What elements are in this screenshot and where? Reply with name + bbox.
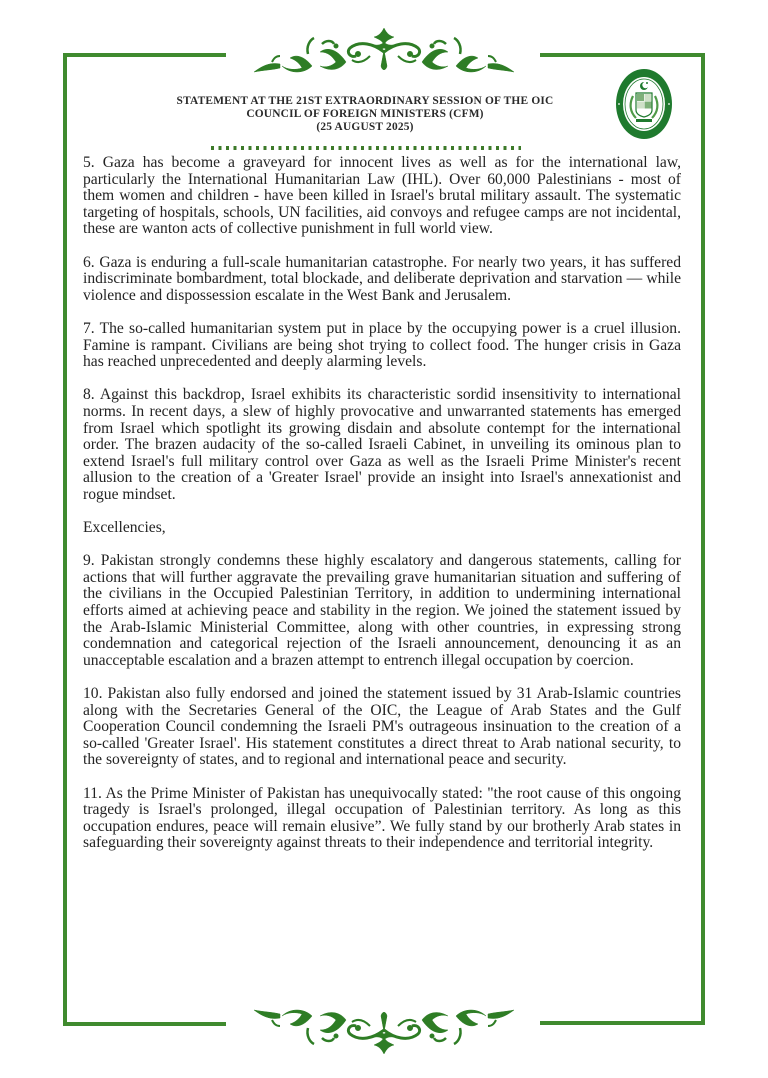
paragraph-9: 9. Pakistan strongly condemns these highly escalatory and dangerous statements, calling for actions that will further aggravate the prevailing grave humanitarian situation and suffering of the civilians in the Occupied Palestinian Territory, in addition to undermining international efforts aimed at achieving peace and stability in the region. We joined the statement issued by the Arab-Islamic Ministerial Committee, along with other countries, in expressing strong condemnation and categorical rejection of the Israeli announcement, denouncing it as an unacceptable escalation and a brazen attempt to entrench illegal occupation by coercion. <box>83 552 681 669</box>
salutation-excellencies: Excellencies, <box>83 519 166 537</box>
paragraph-6: 6. Gaza is enduring a full-scale humanitarian catastrophe. For nearly two years, it has suffered indiscriminate bombardment, total blockade, and deliberate deprivation and starvation — while violence and dispossession escalate in the West Bank and Jerusalem. <box>83 253 681 304</box>
statement-title <box>110 95 620 134</box>
frame-top-right-segment <box>540 53 705 57</box>
title-line-1: STATEMENT AT THE 21ST EXTRAORDINARY SESSION OF THE OIC <box>176 95 554 107</box>
paragraph-5: 5. Gaza has become a graveyard for innocent lives as well as for the international law, particularly the International Humanitarian Law (IHL). Over 60,000 Palestinians - most of them women and children - have been killed in Israel's brutal military assault. The systematic targeting of hospitals, schools, UN facilities, aid convoys and refugee camps are not incidental, these are wanton acts of collective punishment in full world view. <box>83 154 681 238</box>
ministry-seal-emblem <box>614 66 674 142</box>
bottom-flourish-ornament-icon <box>250 1002 518 1056</box>
frame-top-left-segment <box>63 53 226 57</box>
frame-bottom-right-segment <box>540 1021 705 1025</box>
paragraph-11: 11. As the Prime Minister of Pakistan has unequivocally stated: "the root cause of this ongoing tragedy is Israel's prolonged, illegal occupation of Palestinian territory. As long as this occupation endures, peace will remain elusive”. We fully stand by our brotherly Arab states in safeguarding their sovereignty against threats to their independence and territorial integrity. <box>83 784 681 852</box>
statement-body <box>83 155 681 869</box>
frame-left-border <box>63 53 67 1026</box>
frame-bottom-left-segment <box>63 1022 226 1026</box>
dotted-divider <box>211 146 521 150</box>
top-flourish-ornament-icon <box>250 26 518 80</box>
paragraph-7: 7. The so-called humanitarian system put in place by the occupying power is a cruel illusion. Famine is rampant. Civilians are being shot trying to collect food. The hunger crisis in Gaza has reached unprecedented and deeply alarming levels. <box>83 319 681 371</box>
paragraph-8: 8. Against this backdrop, Israel exhibits its characteristic sordid insensitivity to international norms. In recent days, a slew of highly provocative and unwarranted statements has emerged from Israel which spotlight its growing disdain and absolute contempt for the international order. The brazen audacity of the so-called Israeli Cabinet, in unveiling its ominous plan to extend Israel's full military control over Gaza as well as the Israeli Prime Minister's recent allusion to the creation of a 'Greater Israel' provide an insight into Israel's annexationist and rogue mindset. <box>83 386 681 503</box>
ministry-of-foreign-affairs-seal-icon <box>614 66 674 142</box>
frame-right-border <box>701 53 705 1025</box>
title-date: (25 AUGUST 2025) <box>316 121 414 133</box>
paragraph-10: 10. Pakistan also fully endorsed and joined the statement issued by 31 Arab-Islamic countries along with the Secretaries General of the OIC, the League of Arab States and the Gulf Cooperation Council condemning the Israeli PM's outrageous insinuation to the creation of a so-called 'Greater Israel'. His statement constitutes a direct threat to Arab national security, to the sovereignty of states, and to regional and international peace and security. <box>83 685 681 769</box>
title-line-2: COUNCIL OF FOREIGN MINISTERS (CFM) <box>246 108 484 120</box>
